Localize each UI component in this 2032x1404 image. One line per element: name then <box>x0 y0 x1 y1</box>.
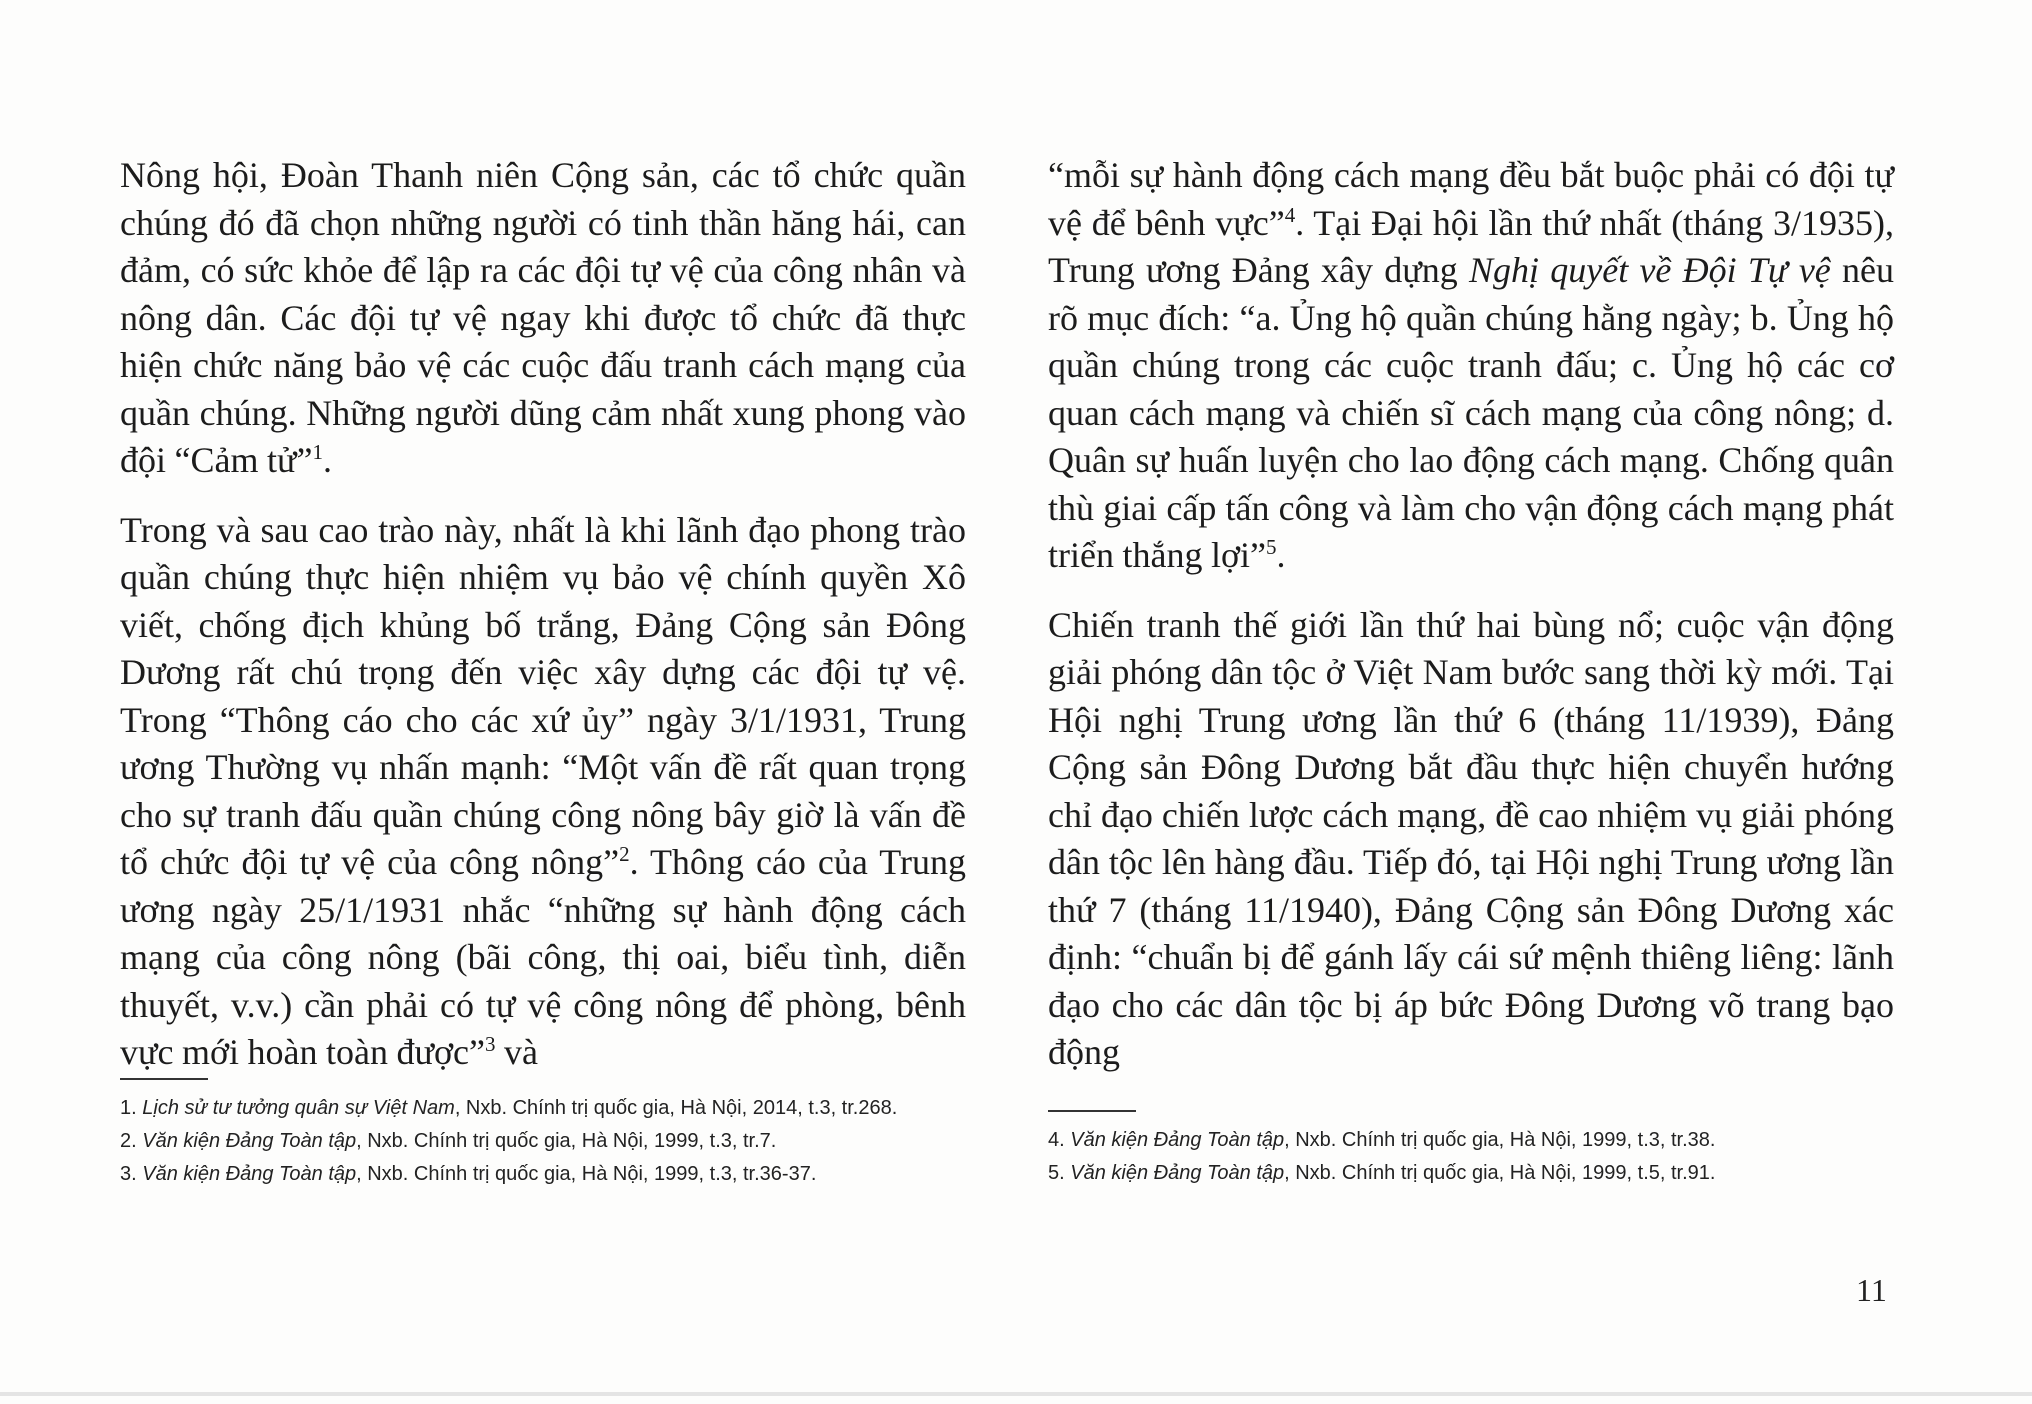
paragraph-text: . <box>1276 535 1286 575</box>
left-text-column <box>120 152 966 1077</box>
footnote-details: , Nxb. Chính trị quốc gia, Hà Nội, 2014, t.3, tr.268. <box>454 1097 898 1119</box>
footnote-details: , Nxb. Chính trị quốc gia, Hà Nội, 1999, t.5, tr.91. <box>1284 1162 1716 1184</box>
footnote-5 <box>1048 1157 1908 1190</box>
body-paragraph <box>1048 602 1894 1077</box>
paragraph-text: “mỗi sự hành động cách mạng đều bắt buộc phải có đội tự vệ để bênh vực” <box>1048 155 1894 243</box>
footnotes-right <box>1048 1110 1908 1190</box>
footnote-ref-2: 2 <box>619 842 630 866</box>
footnote-details: , Nxb. Chính trị quốc gia, Hà Nội, 1999, t.3, tr.7. <box>356 1130 777 1152</box>
paragraph-text: nêu rõ mục đích: “a. Ủng hộ quần chúng hằng ngày; b. Ủng hộ quần chúng trong các cuộc tranh đấu; c. Ủng hộ các cơ quan cách mạng và chiến sĩ cách mạng của công nông; d. Quân sự huấn luyện cho lao động cách mạng. Chống quân thù giai cấp tấn công và làm cho vận động cách mạng phát triển thắng lợi” <box>1048 250 1895 575</box>
footnote-source-title: Lịch sử tư tưởng quân sự Việt Nam <box>142 1097 455 1119</box>
footnote-3 <box>120 1158 980 1191</box>
right-text-column <box>1048 152 1894 1077</box>
paragraph-text: Nông hội, Đoàn Thanh niên Cộng sản, các tổ chức quần chúng đó đã chọn những người có tinh thần hăng hái, can đảm, có sức khỏe để lập ra các đội tự vệ của công nhân và nông dân. Các đội tự vệ ngay khi được tổ chức đã thực hiện chức năng bảo vệ các cuộc đấu tranh cách mạng của quần chúng. Những người dũng cảm nhất xung phong vào đội “Cảm tử” <box>120 155 966 480</box>
footnote-2 <box>120 1125 980 1158</box>
footnote-rule <box>120 1078 208 1080</box>
footnote-rule <box>1048 1110 1136 1112</box>
footnote-ref-4: 4 <box>1284 202 1296 227</box>
footnote-source-title: Văn kiện Đảng Toàn tập <box>1070 1162 1285 1184</box>
footnote-number: 4. <box>1048 1129 1065 1151</box>
body-paragraph <box>1048 152 1894 580</box>
footnote-number: 1. <box>120 1097 137 1119</box>
page-edge-shadow <box>0 1392 2032 1396</box>
paragraph-text: . <box>322 440 332 480</box>
italic-title: Nghị quyết về Đội Tự vệ <box>1468 250 1831 290</box>
body-paragraph <box>120 507 966 1077</box>
footnotes-left <box>120 1078 980 1191</box>
footnote-source-title: Văn kiện Đảng Toàn tập <box>142 1163 357 1185</box>
footnote-source-title: Văn kiện Đảng Toàn tập <box>142 1130 357 1152</box>
body-paragraph <box>120 152 966 485</box>
footnote-number: 5. <box>1048 1162 1065 1184</box>
footnote-details: , Nxb. Chính trị quốc gia, Hà Nội, 1999, t.3, tr.36-37. <box>356 1163 817 1185</box>
footnote-ref-5: 5 <box>1265 535 1277 559</box>
page-number: 11 <box>1856 1272 1887 1308</box>
footnote-ref-1: 1 <box>312 440 323 464</box>
paragraph-text: Chiến tranh thế giới lần thứ hai bùng nổ; cuộc vận động giải phóng dân tộc ở Việt Nam bước sang thời kỳ mới. Tại Hội nghị Trung ương lần thứ 6 (tháng 11/1939), Đảng Cộng sản Đông Dương bắt đầu thực hiện chuyển hướng chỉ đạo chiến lược cách mạng, đề cao nhiệm vụ giải phóng dân tộc lên hàng đầu. Tiếp đó, tại Hội nghị Trung ương lần thứ 7 (tháng 11/1940), Đảng Cộng sản Đông Dương xác định: “chuẩn bị để gánh lấy cái sứ mệnh thiêng liêng: lãnh đạo cho các dân tộc bị áp bức Đông Dương võ trang bạo động <box>1048 604 1894 1072</box>
footnote-source-title: Văn kiện Đảng Toàn tập <box>1070 1129 1285 1151</box>
paragraph-text: . Thông cáo của Trung ương ngày 25/1/1931 nhắc “những sự hành động cách mạng của công nông (bãi công, thị oai, biểu tình, diễn thuyết, v.v.) cần phải có tự vệ công nông để phòng, bênh vực mới hoàn toàn được” <box>120 842 966 1072</box>
paragraph-text: và <box>495 1032 538 1072</box>
paragraph-text: Trong và sau cao trào này, nhất là khi lãnh đạo phong trào quần chúng thực hiện nhiệm vụ bảo vệ chính quyền Xô viết, chống địch khủng bố trắng, Đảng Cộng sản Đông Dương rất chú trọng đến việc xây dựng các đội tự vệ. Trong “Thông cáo cho các xứ ủy” ngày 3/1/1931, Trung ương Thường vụ nhấn mạnh: “Một vấn đề rất quan trọng cho sự tranh đấu quần chúng công nông bây giờ là vấn đề tổ chức đội tự vệ của công nông” <box>120 509 966 882</box>
footnote-4 <box>1048 1124 1908 1157</box>
footnote-number: 2. <box>120 1130 137 1152</box>
paragraph-text: . Tại Đại hội lần thứ nhất (tháng 3/1935), Trung ương Đảng xây dựng <box>1048 202 1895 290</box>
footnote-details: , Nxb. Chính trị quốc gia, Hà Nội, 1999, t.3, tr.38. <box>1284 1129 1716 1151</box>
footnote-ref-3: 3 <box>485 1032 496 1056</box>
footnote-1 <box>120 1092 980 1125</box>
footnote-number: 3. <box>120 1163 137 1185</box>
